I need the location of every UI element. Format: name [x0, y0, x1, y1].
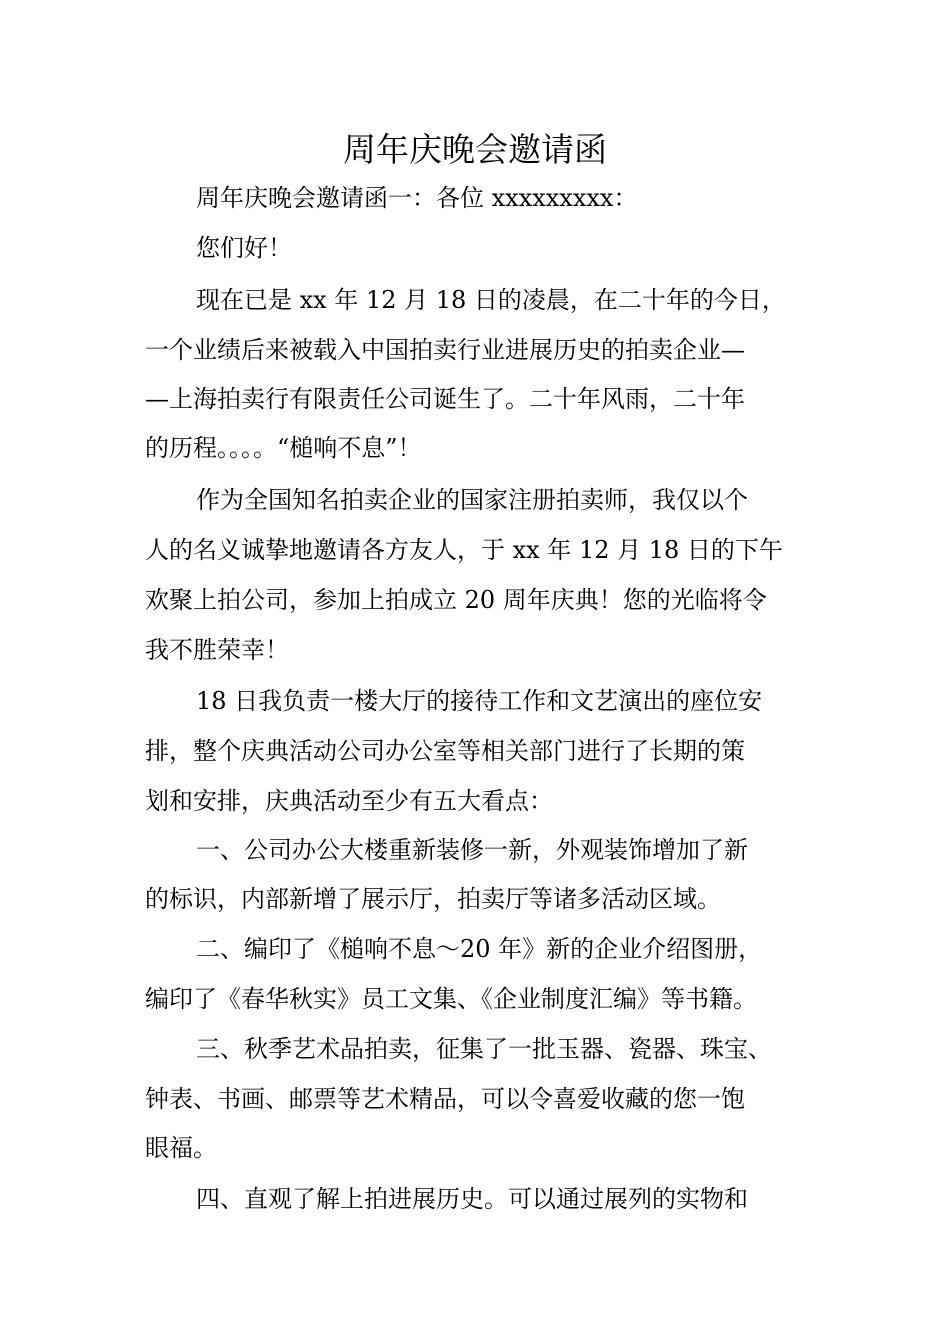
- list-item-line: 一、公司办公大楼重新装修一新，外观装饰增加了新: [196, 836, 748, 864]
- paragraph-line: 欢聚上拍公司，参加上拍成立 20 周年庆典！您的光临将令: [145, 586, 767, 614]
- list-item-line: 钟表、书画、邮票等艺术精品，可以令喜爱收藏的您一饱: [145, 1085, 745, 1113]
- list-item-line: 编印了《春华秋实》员工文集、《企业制度汇编》等书籍。: [145, 985, 757, 1013]
- list-item-line: 三、秋季艺术品拍卖，征集了一批玉器、瓷器、珠宝、: [196, 1035, 772, 1063]
- list-item-line: 眼福。: [145, 1134, 217, 1162]
- paragraph-line: 我不胜荣幸！: [145, 636, 289, 664]
- paragraph-line: 18 日我负责一楼大厅的接待工作和文艺演出的座位安: [196, 687, 763, 715]
- salutation-line: 周年庆晚会邀请函一：各位 xxxxxxxxx：: [196, 184, 638, 212]
- list-item-line: 二、编印了《槌响不息～20 年》新的企业介绍图册，: [196, 935, 763, 963]
- paragraph-line: 划和安排，庆典活动至少有五大看点：: [145, 787, 553, 815]
- paragraph-line: 一个业绩后来被载入中国拍卖行业进展历史的拍卖企业—: [145, 336, 745, 364]
- list-item-line: 四、直观了解上拍进展历史。可以通过展列的实物和: [196, 1185, 748, 1213]
- paragraph-line: 现在已是 xx 年 12 月 18 日的凌晨，在二十年的今日，: [196, 286, 786, 314]
- document-title: 周年庆晚会邀请函: [343, 130, 607, 169]
- list-item-line: 的标识，内部新增了展示厅，拍卖厅等诸多活动区域。: [145, 885, 721, 913]
- greeting-line: 您们好！: [196, 234, 292, 262]
- paragraph-line: 人的名义诚挚地邀请各方友人，于 xx 年 12 月 18 日的下午: [145, 536, 783, 564]
- paragraph-line: —上海拍卖行有限责任公司诞生了。二十年风雨，二十年: [145, 385, 745, 413]
- paragraph-line: 的历程。。。。“槌响不息”！: [145, 434, 422, 462]
- paragraph-line: 排，整个庆典活动公司办公室等相关部门进行了长期的策: [145, 737, 745, 765]
- paragraph-line: 作为全国知名拍卖企业的国家注册拍卖师，我仅以个: [196, 486, 748, 514]
